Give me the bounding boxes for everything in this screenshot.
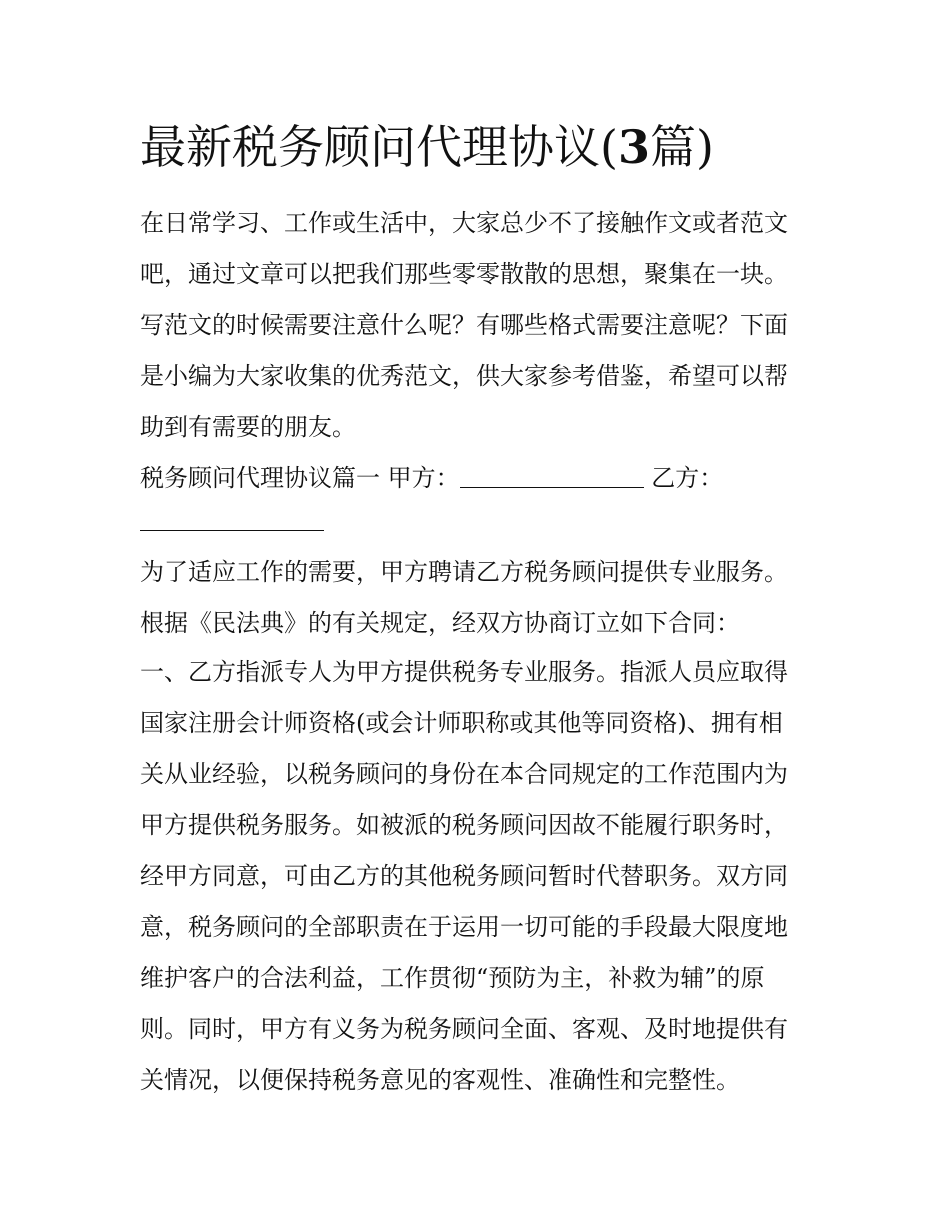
party-a-label: 税务顾问代理协议篇一 甲方： <box>140 464 460 492</box>
intro-line: 助到有需要的朋友。 <box>140 413 356 441</box>
body-line: 经甲方同意，可由乙方的其他税务顾问暂时代替职务。双方同 <box>140 862 788 890</box>
title-suffix: 篇) <box>649 120 714 174</box>
party-b-label: 乙方： <box>643 464 724 492</box>
intro-line: 在日常学习、工作或生活中，大家总少不了接触作文或者范文 <box>140 209 788 237</box>
intro-line: 吧，通过文章可以把我们那些零零散散的思想，聚集在一块。 <box>140 260 788 288</box>
intro-line: 写范文的时候需要注意什么呢？有哪些格式需要注意呢？下面 <box>140 311 788 339</box>
body-line: 意，税务顾问的全部职责在于运用一切可能的手段最大限度地 <box>140 913 788 941</box>
title-number: 3 <box>617 120 650 174</box>
intro-line: 是小编为大家收集的优秀范文，供大家参考借鉴，希望可以帮 <box>140 362 788 390</box>
body-line: 关情况，以便保持税务意见的客观性、准确性和完整性。 <box>140 1066 740 1094</box>
body-line: 一、乙方指派专人为甲方提供税务专业服务。指派人员应取得 <box>140 658 788 686</box>
body-line: 维护客户的合法利益，工作贯彻“预防为主，补救为辅”的原 <box>140 964 765 992</box>
body-line: 国家注册会计师资格(或会计师职称或其他等同资格)、拥有相 <box>140 709 783 737</box>
body-line: 则。同时，甲方有义务为税务顾问全面、客观、及时地提供有 <box>140 1015 788 1043</box>
party-b-blank <box>140 530 324 531</box>
party-a-blank <box>460 487 644 488</box>
party-line <box>140 463 723 493</box>
title-prefix: 最新税务顾问代理协议( <box>140 120 618 174</box>
document-title <box>140 116 714 178</box>
body-line: 根据《民法典》的有关规定，经双方协商订立如下合同： <box>140 609 740 637</box>
body-line: 为了适应工作的需要，甲方聘请乙方税务顾问提供专业服务。 <box>140 558 788 586</box>
body-line: 甲方提供税务服务。如被派的税务顾问因故不能履行职务时， <box>140 811 788 839</box>
body-line: 关从业经验，以税务顾问的身份在本合同规定的工作范围内为 <box>140 760 788 788</box>
